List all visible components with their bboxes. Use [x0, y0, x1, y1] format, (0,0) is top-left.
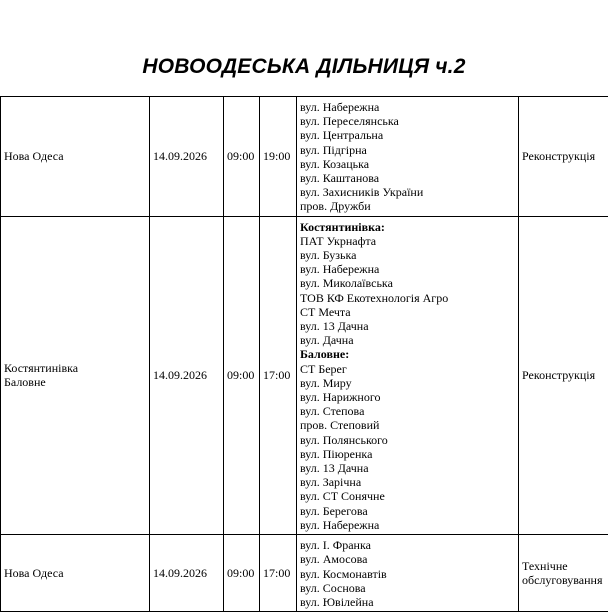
address-line: вул. Дачна	[300, 333, 354, 348]
address-line: ПАТ Укрнафта	[300, 233, 377, 248]
location-cell	[1, 97, 150, 217]
end-time: 17:00	[263, 368, 291, 383]
address-line: вул. Козацька	[300, 156, 370, 171]
address-line: вул. Піюренка	[300, 446, 373, 461]
address-line: вул. Нарижного	[300, 390, 381, 405]
location-name: Баловне	[4, 375, 46, 390]
end-time-cell	[260, 97, 297, 217]
date-cell	[150, 97, 224, 217]
end-time: 19:00	[263, 149, 291, 164]
reason-text: Технічне	[522, 558, 568, 573]
start-time-cell	[224, 97, 260, 217]
start-time: 09:00	[227, 149, 255, 164]
location-name: Костянтинівка	[4, 361, 79, 376]
reason-text: Реконструкція	[522, 368, 596, 383]
address-line: пров. Степовий	[300, 418, 380, 433]
address-line: вул. Ювілейна	[300, 594, 374, 609]
outage-schedule-table	[0, 96, 608, 612]
start-time-cell	[224, 216, 260, 534]
start-time-cell	[224, 535, 260, 612]
address-line: вул. Миколаївська	[300, 276, 393, 291]
address-line: вул. Берегова	[300, 503, 368, 518]
address-line: вул. 13 Дачна	[300, 461, 369, 476]
address-line: вул. Захисників України	[300, 185, 424, 200]
end-time: 17:00	[263, 566, 291, 580]
start-time: 09:00	[227, 368, 255, 383]
address-line: вул. СТ Сонячне	[300, 489, 385, 504]
address-line: вул. Набережна	[300, 100, 380, 114]
address-line: вул. Набережна	[300, 262, 380, 277]
start-time: 09:00	[227, 566, 255, 580]
outage-date: 14.09.2026	[153, 149, 207, 164]
date-cell	[150, 535, 224, 612]
outage-date: 14.09.2026	[153, 566, 207, 580]
address-line: вул. Переселянська	[300, 114, 399, 129]
addresses-cell	[297, 97, 519, 217]
end-time-cell	[260, 535, 297, 612]
outage-date: 14.09.2026	[153, 368, 207, 383]
address-line: вул. 13 Дачна	[300, 319, 369, 334]
address-line: вул. Центральна	[300, 128, 384, 143]
end-time-cell	[260, 216, 297, 534]
table-row	[1, 216, 608, 534]
page-title: НОВООДЕСЬКА ДІЛЬНИЦЯ ч.2	[142, 55, 466, 78]
table-body	[1, 97, 608, 612]
address-line: вул. Миру	[300, 375, 352, 390]
address-line: вул. Підгірна	[300, 142, 367, 157]
address-line: вул. Степова	[300, 404, 365, 419]
reason-text: обслуговування	[522, 573, 603, 588]
location-name: Нова Одеса	[4, 149, 64, 164]
table-row	[1, 535, 608, 612]
reason-cell	[519, 535, 608, 612]
address-line: СТ Мечта	[300, 304, 351, 319]
address-line: вул. Зарічна	[300, 475, 362, 490]
address-line: СТ Берег	[300, 361, 347, 376]
address-line: вул. Каштанова	[300, 171, 380, 186]
location-cell	[1, 216, 150, 534]
address-line: вул. І. Франка	[300, 538, 371, 553]
address-line: ТОВ КФ Екотехнологія Агро	[300, 290, 449, 305]
location-name: Нова Одеса	[4, 566, 64, 580]
date-cell	[150, 216, 224, 534]
address-group-heading: Баловне:	[300, 347, 350, 362]
reason-text: Реконструкція	[522, 149, 596, 164]
address-line: вул. Полянського	[300, 432, 388, 447]
address-line: пров. Дружби	[300, 199, 371, 214]
addresses-cell	[297, 535, 519, 612]
reason-cell	[519, 216, 608, 534]
reason-cell	[519, 97, 608, 217]
address-line: вул. Набережна	[300, 517, 380, 532]
address-group-heading: Костянтинівка:	[300, 219, 385, 234]
address-line: вул. Бузька	[300, 248, 357, 263]
location-cell	[1, 535, 150, 612]
table-row	[1, 97, 608, 217]
address-line: вул. Космонавтів	[300, 566, 387, 581]
address-line: вул. Соснова	[300, 580, 366, 595]
addresses-cell	[297, 216, 519, 534]
address-line: вул. Амосова	[300, 552, 368, 567]
